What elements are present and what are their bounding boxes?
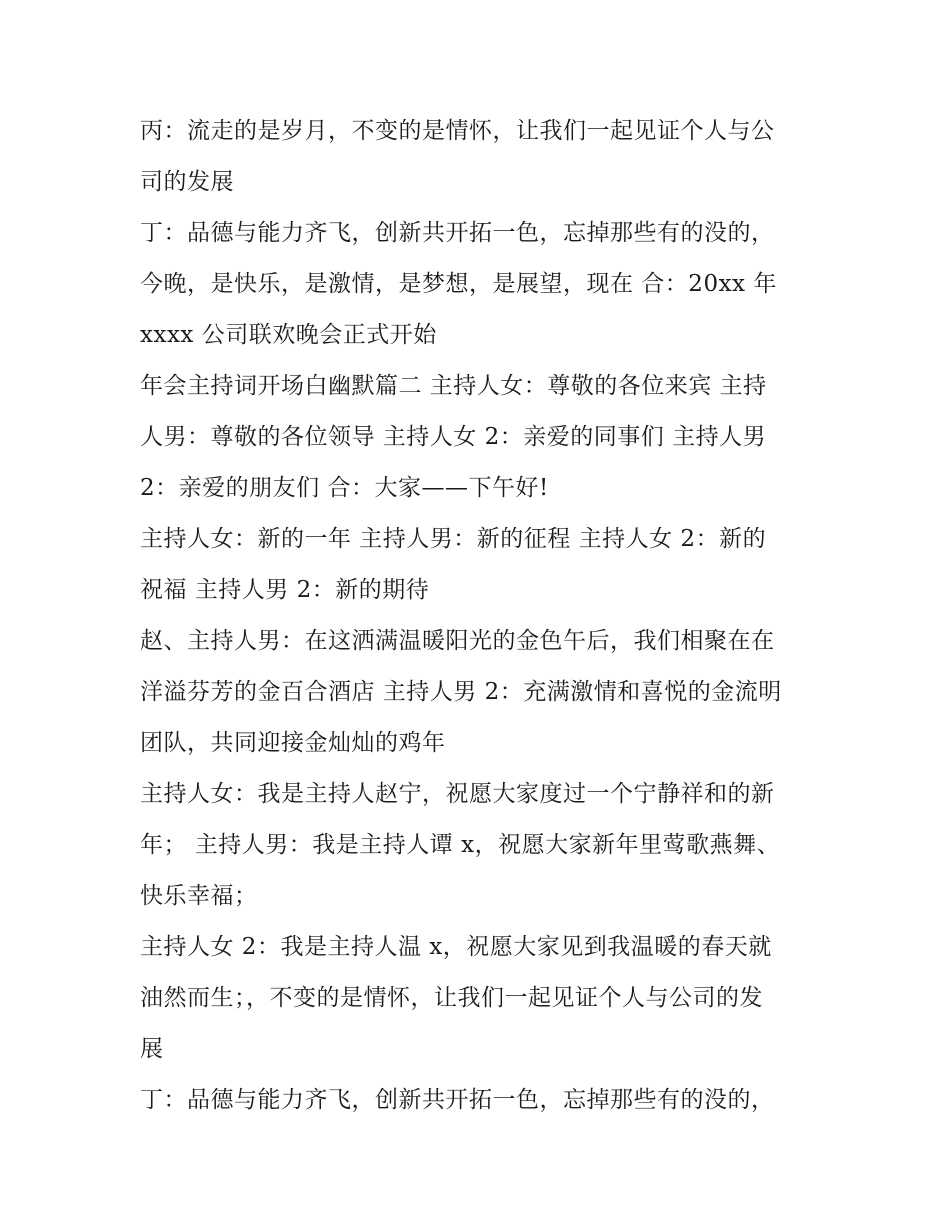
document-body bbox=[140, 106, 820, 1126]
text-line: 祝福 主持人男 2：新的期待 bbox=[140, 577, 430, 603]
text-line: 丁：品德与能力齐飞，创新共开拓一色，忘掉那些有的没的， bbox=[140, 220, 775, 246]
text-line: 今晚，是快乐，是激情，是梦想，是展望，现在 合：20xx 年 bbox=[140, 271, 777, 297]
text-line: 丁：品德与能力齐飞，创新共开拓一色，忘掉那些有的没的， bbox=[140, 1087, 775, 1113]
text-line: 人男：尊敬的各位领导 主持人女 2：亲爱的同事们 主持人男 bbox=[140, 424, 767, 450]
text-line: 丙：流走的是岁月，不变的是情怀，让我们一起见证个人与公 bbox=[140, 118, 775, 144]
text-line: 洋溢芬芳的金百合酒店 主持人男 2：充满激情和喜悦的金流明 bbox=[140, 679, 782, 705]
text-line: 主持人女：新的一年 主持人男：新的征程 主持人女 2：新的 bbox=[140, 526, 767, 552]
text-line: xxxx 公司联欢晚会正式开始 bbox=[140, 322, 437, 348]
text-line: 主持人女：我是主持人赵宁，祝愿大家度过一个宁静祥和的新 bbox=[140, 781, 775, 807]
text-line: 团队，共同迎接金灿灿的鸡年 bbox=[140, 730, 446, 756]
text-line: 油然而生；，不变的是情怀，让我们一起见证个人与公司的发 bbox=[140, 985, 763, 1011]
text-line: 快乐幸福； bbox=[140, 883, 258, 909]
text-line: 展 bbox=[140, 1036, 164, 1062]
text-line: 年； 主持人男：我是主持人谭 x，祝愿大家新年里莺歌燕舞、 bbox=[140, 832, 781, 858]
text-line: 2：亲爱的朋友们 合：大家——下午好! bbox=[140, 475, 549, 501]
text-line: 司的发展 bbox=[140, 169, 234, 195]
text-line: 赵、主持人男：在这洒满温暖阳光的金色午后，我们相聚在在 bbox=[140, 628, 775, 654]
text-line: 年会主持词开场白幽默篇二 主持人女：尊敬的各位来宾 主持 bbox=[140, 373, 767, 399]
text-line: 主持人女 2：我是主持人温 x，祝愿大家见到我温暖的春天就 bbox=[140, 934, 772, 960]
